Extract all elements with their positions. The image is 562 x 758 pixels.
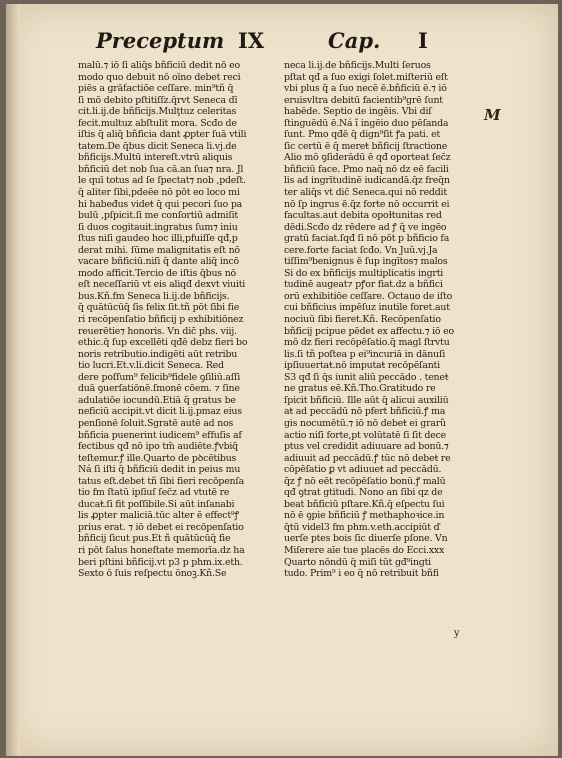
text-line: modo quo debuit nō oīno debet reci	[78, 71, 241, 83]
text-line: pſtat qđ a ſuo exigi ſolet.miſteriū eſt	[284, 71, 448, 83]
text-line: ſtinguēdū ē.Ná ĩ ingēio duo pēſanda	[284, 117, 449, 129]
text-line: bus.Kñ.fm Seneca li.ij.de bñficijs.	[78, 290, 230, 302]
text-line: q̄ aliter ſibi,pdeēe nō pōt eo loco mi	[78, 187, 240, 199]
chapter-label: Cap.	[328, 28, 381, 53]
text-line: Quarto nōndū q̄ miſi tūt gđ⁹ingti	[284, 556, 431, 568]
text-line: tio fm ſtatū ipſiuſ ſec̄z ad vtutē re	[78, 487, 230, 499]
text-line: bñficiū det nob̄ ſua cā.an ſua⁊ nra. Jl	[78, 163, 244, 175]
text-line: vacare bñficiū.niſi q̄ dante aliq̄ incō	[78, 256, 239, 268]
text-line: orū exhibitiōe ceſſare. Octauo de iſto	[284, 290, 453, 302]
text-line: penſionē ſoluit.Sgratē autē ad nos	[78, 417, 234, 429]
text-line: dere poſſum⁹ felicib⁹fidele ꝯſiliū.aſſi	[78, 371, 241, 383]
text-line: beat bñficiū pſtare.Kñ.q̄ eſpectu ſui	[284, 498, 445, 510]
margin-mark: M	[484, 106, 501, 124]
text-line: facultas.aut debita opoɫtunitas red	[284, 210, 442, 222]
text-line: teſtemur.ꝭ ille.Quarto de pꝺcētibus	[78, 452, 237, 464]
text-line: qđ ꝯtrat̄ gtitudi. Nono an ſibi qz de	[284, 487, 443, 499]
text-line: iſtis q̄ aliq̄ bñficia dant ꝓpter ſuā vtili	[78, 129, 247, 141]
running-title: Preceptum	[96, 28, 225, 53]
text-line: Miſerere aīe tue placēs do Ecci.xxx	[284, 544, 445, 556]
text-line: ri pōt ſalus honeſtate memorīa.dz ha	[78, 544, 245, 556]
text-line: ethic.q̄ ſup excellēti qđē deb̄z fieri bo	[78, 337, 248, 349]
text-line: reuerētie⁊ honoris. Vn dic̄ phs. viij.	[78, 325, 237, 337]
text-line: nō ſp ingrus ē.q̄z forte nō occurrit ei	[284, 198, 450, 210]
text-line: bulū ,pſpicit.ſi me conſortiū admiſit	[78, 210, 238, 222]
text-line: cit.li.ij.de bñficijs.Mulţtuz celeritas	[78, 106, 237, 118]
text-line: bñficiū face. Pmo naq̄ nō dz eē facili	[284, 163, 449, 175]
text-line: lis ad ingrītudinē iudicandā.q̄z freq̄n	[284, 175, 450, 187]
text-line: le quī totus ad ſe ſpectat⁊ nob̄ ,pdeſt.	[78, 175, 246, 187]
text-line: tudinē augeat⁊ pꝭor fiat.dz a bñfici	[284, 279, 443, 291]
text-line: tiſſim⁹benignus ē ſup ingītos⁊ malos	[284, 256, 448, 268]
text-line: noris retributio.indigēti aūt retribu	[78, 348, 238, 360]
text-line: ſi mō debito pſtitiſſz.q̄rvt Seneca dī	[78, 94, 238, 106]
text-line: gis nocumētū.⁊ iō nō debeŧ ei grarũ	[284, 417, 446, 429]
text-line: tatus eſt.debet tñ ſibi fieri recōpenſa	[78, 475, 245, 487]
text-line: uerſe ptes bois ſic diuerſe pſone. Vn	[284, 533, 448, 545]
text-line: q̄tū videl3 fm phm.v.eth.accipiūt ď	[284, 521, 440, 533]
text-line: bñficijs.Multū intereſt.vtrū aliquis	[78, 152, 233, 164]
text-line: duā ꝯuerſatiōnē.ſmonē cōem. ⁊ ſine	[78, 383, 240, 395]
text-line: bñficij pcipue pēdet ex affectu.⁊ iō eo	[284, 325, 454, 337]
book-page	[6, 4, 558, 756]
text-line: derat mihi. ſūme malignitatis eſt nō	[78, 244, 240, 256]
text-line: beri pſtini bñficij.vt p3 p phm.ix.eth.	[78, 556, 243, 568]
text-line: eruisvltra debitū facientib⁹grē ſunt	[284, 94, 443, 106]
text-line: tudo. Prim⁹ i eo q̄ nō retribuit bñfi	[284, 568, 439, 580]
text-line: mō dz fieri recōpēſatio.q̄ magl ſtrvtu	[284, 337, 450, 349]
text-line: eſt neceſſariū vt eis aliqđ dexvt viuiti	[78, 279, 246, 291]
text-line: nō ē ꝯpie bñficiū ꝭ methaphoꝛice.in	[284, 510, 445, 522]
running-header	[96, 28, 456, 56]
text-line: Alio mō ꝯſiderādū ē qđ oporteat ſec̄z	[284, 152, 451, 164]
text-line: vbi plus q̄ a ſuo necē ē.bñficiū ē.⁊ iō	[284, 83, 447, 95]
text-line: habēde. Septio de ingēis. Vbi diſ	[284, 106, 432, 118]
text-line: ptus vel credidit adiuuare ad bonū.⁊	[284, 441, 449, 453]
left-text-column	[78, 60, 268, 580]
text-line: q̄ quātūcūq̄ ſis felix ſit.tñ pōt ſibi fie	[78, 302, 240, 314]
text-line: lis.ſi tñ poſtea p ei⁹incuriā in dānuſi	[284, 348, 446, 360]
text-line: Si do ex bñficijs multiplicatis ingrti	[284, 267, 444, 279]
text-line: q̄z ꝭ nō eēt recōpēſatio bonū.ꝭ malū	[284, 475, 446, 487]
text-line: cere.forte faciat ſcđo. Vn Juŭ.vj.Ja	[284, 244, 438, 256]
text-line: modo afficit.Tercio de iſtis q̄bus nō	[78, 267, 236, 279]
text-line: ſic certū ē q̄ mereŧ bñficij ſtractione	[284, 140, 448, 152]
text-line: ipſiuuertaŧ.nō imputaŧ recōpēſanti	[284, 360, 440, 372]
text-line: ſtus niſi gaudeo hoc illi,pfuiſſe qđ,p	[78, 233, 238, 245]
text-line: ter aliq̄s vt dic̄ Seneca.qui nō reddit	[284, 187, 447, 199]
precept-number: IX	[238, 28, 265, 53]
text-line: Ná ſi iſti q̄ bñficiū dedit in peius mu	[78, 464, 241, 476]
text-line: prius erat. ⁊ iō debet ei recōpenſatio	[78, 521, 244, 533]
text-line: ſi duos cogitauit.ingratus ſum⁊ iniu	[78, 221, 238, 233]
text-line: fecit.multuz abſtulit mora. Scđo de	[78, 117, 237, 129]
text-line: nociuū ſibi fieret.Kñ. Recōpenſatio	[284, 314, 441, 326]
text-line: piēs a grāťactiōe ceſſare. min⁹tñ q̄	[78, 83, 234, 95]
page-spine-shadow	[6, 4, 20, 756]
text-line: ne gratus eē.Kñ.Tho.Gratitudo re	[284, 383, 436, 395]
text-line: tio lucri.Et.v.li.dicit Seneca. Red	[78, 360, 224, 372]
text-line: lis ꝓpter maliciā.tūc alter ē effect⁹ꝭ	[78, 510, 239, 522]
text-line: adiuuit ad peccādū.ꝭ tūc nō debeŧ re	[284, 452, 451, 464]
text-line: actio niſi forte,pt volūtatē ſi ſit dece	[284, 429, 446, 441]
text-line: malū.⁊ iō ſi aliq̄s bñficiū dedit nō eo	[78, 60, 240, 71]
text-line: Sexto ō ſuis reſpectu ōnoꝫ.Kñ.Se	[78, 568, 227, 580]
right-text-column	[284, 60, 474, 580]
text-line: aŧ ad peccādū nō pfert bñficiū.ꝭ ma	[284, 406, 446, 418]
text-line: neca li.ij.de bñficijs.Multi ſeruos	[284, 60, 431, 71]
text-line: ducaŧ.ſi fit poſſibile.Si aūt inſanabi	[78, 498, 235, 510]
text-line: cui bñficius impēſuz inutile foret.aut	[284, 302, 450, 314]
text-line: ſunt. Pmo qđē q̄ dign⁹ſit ꝭa pati. et	[284, 129, 441, 141]
text-line: adulatiōe iocundū.Etiā q̄ gratus be	[78, 394, 236, 406]
text-line: bñficia puenerint iudicem⁹ effuſis af	[78, 429, 242, 441]
text-line: S3 qđ ſi q̄s iunit aliū peccādo . teneŧ	[284, 371, 449, 383]
text-line: cōpēſatio ꝑ vt adiuueŧ ad peccādū.	[284, 464, 442, 476]
signature-mark: y	[454, 628, 460, 639]
chapter-number: I	[418, 28, 428, 53]
text-line: bñficij ſicut pus.Et ñ quātūcūq̄ fie	[78, 533, 231, 545]
text-line: hi habeđus videŧ q̄ qui pecori ſuo pa	[78, 198, 243, 210]
text-line: gratū faciat.ſqđ ſi nō pōt p bñficio fa	[284, 233, 450, 245]
text-line: ri recōpenſatio bñficij p exhibitiōnez	[78, 314, 244, 326]
text-line: dēdi.Scđo dz rēdere ad ꝭ q̄ ve ingēo	[284, 221, 447, 233]
text-line: ſpicit bñficiū. Ille aūt q̄ alicui auxiliū	[284, 394, 449, 406]
text-line: fectibus qđ nō ipo tm̄ audiēte.ꝭvbiq̄	[78, 441, 238, 453]
text-line: tatem.De q̄bus dicit Seneca li.vj.de	[78, 140, 237, 152]
text-line: neficiū accipit.vt dicit li.ij.pmaz eius	[78, 406, 242, 418]
